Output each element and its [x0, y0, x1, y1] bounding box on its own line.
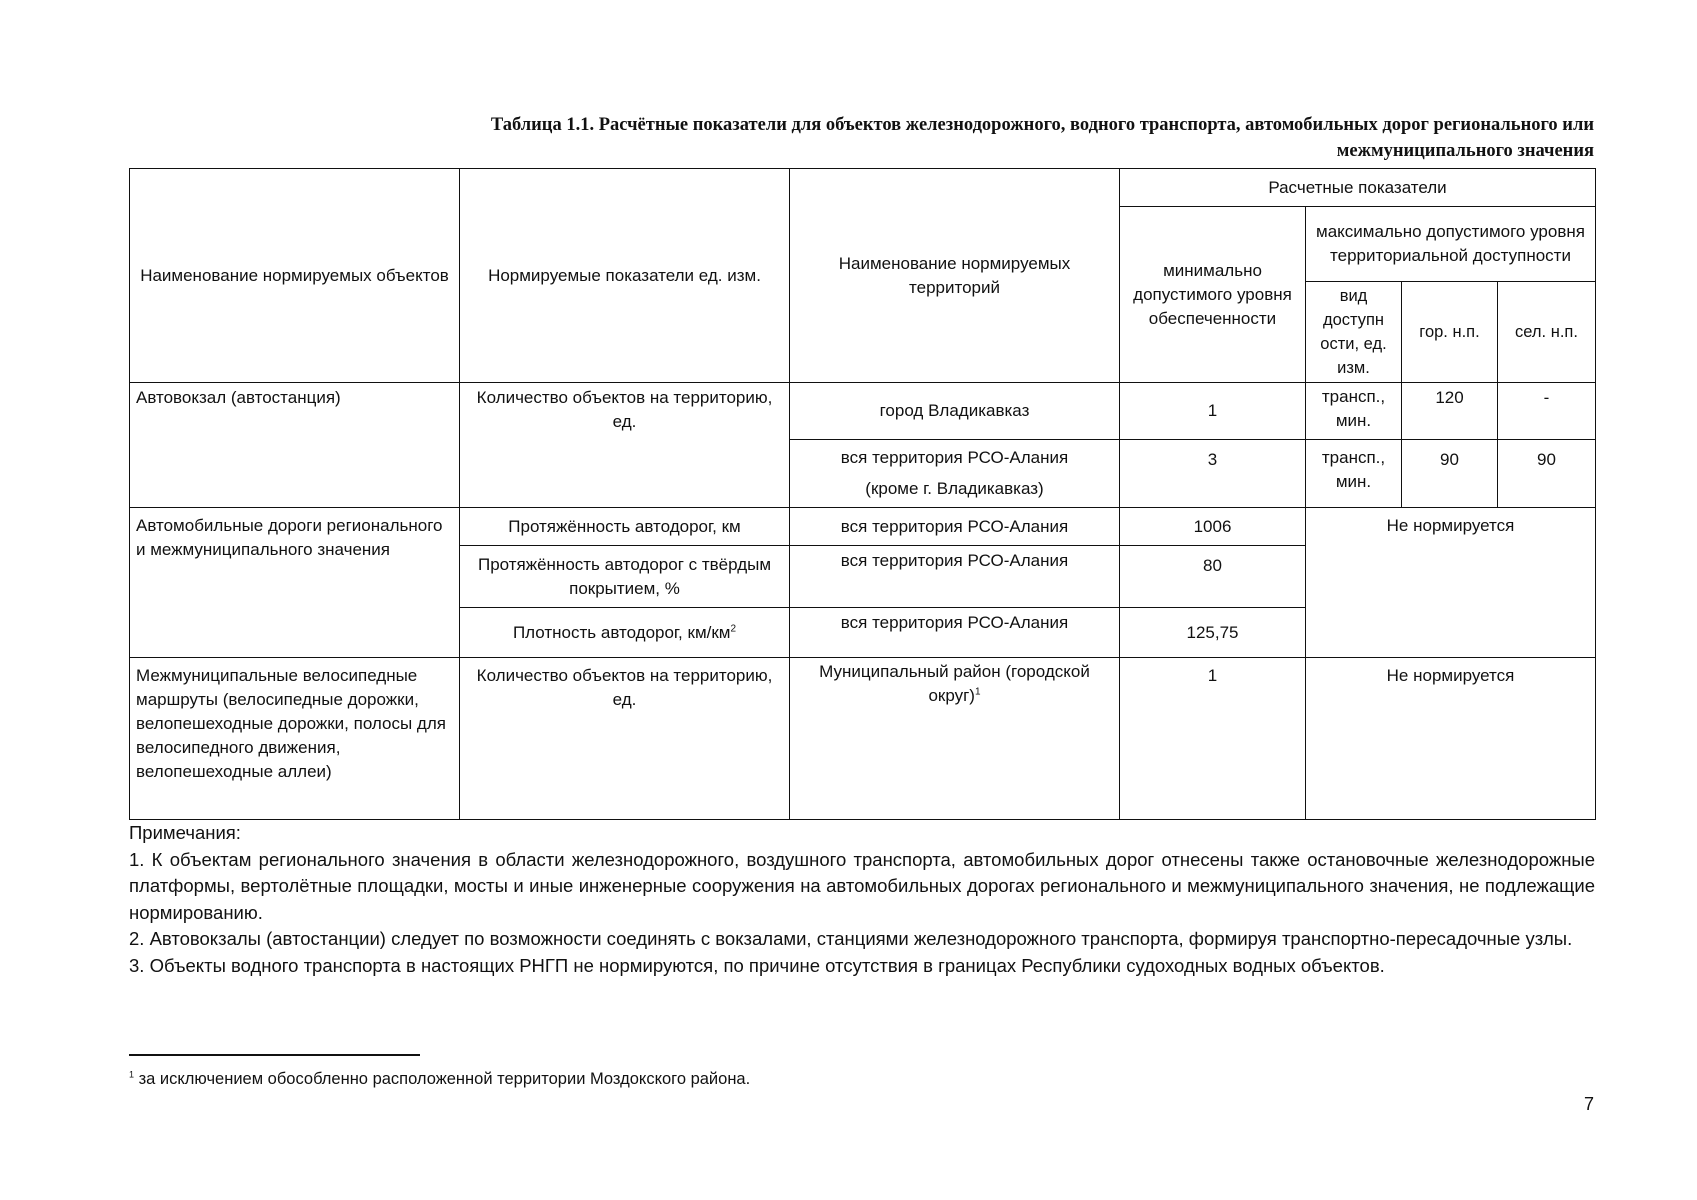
rural-value: 90	[1498, 440, 1596, 508]
header-calc: Расчетные показатели	[1120, 169, 1596, 207]
note-item: 1. К объектам регионального значения в области железнодорожного, воздушного транспорта, автомобильных дорог отнесены также остановочные железнодорожные платформы, вертолётные площадки, мосты и иные инженерные сооружения на автомобильных дорогах регионального и межмуниципального значения, не подлежащие нормированию.	[129, 848, 1595, 923]
superscript: 2	[730, 622, 737, 634]
table-row	[130, 658, 1596, 820]
territory-rso-alania: вся территория РСО-Алания	[790, 508, 1120, 546]
header-objects: Наименование нормируемых объектов	[130, 169, 460, 383]
notes-title: Примечания:	[129, 822, 241, 843]
min-value: 125,75	[1120, 608, 1306, 658]
footnote-ref: 1	[974, 686, 981, 698]
header-indicators: Нормируемые показатели ед. изм.	[460, 169, 790, 383]
min-value: 1	[1120, 658, 1306, 820]
header-min-level: минимально допустимого уровня обеспеченности	[1120, 207, 1306, 383]
note-item: 2. Автовокзалы (автостанции) следует по возможности соединять с вокзалами, станциями железнодорожного транспорта, формируя транспортно-пересадочные узлы.	[129, 928, 1573, 949]
access-type: трансп., мин.	[1306, 440, 1402, 508]
table-header-row	[130, 169, 1596, 207]
table-row	[130, 383, 1596, 440]
access-type: трансп., мин.	[1306, 383, 1402, 440]
table-caption-line-2: межмуниципального значения	[1336, 141, 1594, 161]
territory-rso-alania	[790, 440, 1120, 508]
indicator-bike-count: Количество объектов на территорию, ед.	[460, 658, 790, 820]
min-value: 1006	[1120, 508, 1306, 546]
footnote-separator	[129, 1054, 420, 1056]
header-access-type: вид доступн ости, ед. изм.	[1306, 282, 1402, 383]
min-value: 80	[1120, 546, 1306, 608]
territory-vladikavkaz: город Владикавказ	[790, 383, 1120, 440]
header-max-level: максимально допустимого уровня территориальной доступности	[1306, 207, 1596, 282]
table-caption-line-1: Таблица 1.1. Расчётные показатели для объектов железнодорожного, водного транспорта, автомобильных дорог регионального или	[490, 115, 1594, 135]
min-value: 1	[1120, 383, 1306, 440]
table-caption	[130, 112, 1594, 164]
footnote-text: за исключением обособленно расположенной территории Моздокского района.	[138, 1070, 751, 1088]
urban-value: 90	[1402, 440, 1498, 508]
indicator-road-length: Протяжённость автодорог, км	[460, 508, 790, 546]
territory-municipal-text: Муниципальный район (городской округ)	[819, 662, 1090, 705]
page-number: 7	[1583, 1094, 1594, 1114]
indicator-road-density-text: Плотность автодорог, км/км	[512, 622, 731, 642]
territory-rso-alania: вся территория РСО-Алания	[790, 546, 1120, 608]
header-urban: гор. н.п.	[1402, 282, 1498, 383]
footnote-mark: 1	[129, 1069, 135, 1080]
territory-municipal	[790, 658, 1120, 820]
table-row	[130, 508, 1596, 546]
min-value: 3	[1120, 440, 1306, 508]
header-territories: Наименование нормируемых территорий	[790, 169, 1120, 383]
territory-rso-alania: вся территория РСО-Алания	[790, 608, 1120, 658]
note-item: 3. Объекты водного транспорта в настоящих РНГП не нормируются, по причине отсутствия в границах Республики судоходных водных объектов.	[129, 954, 1385, 976]
territory-line-2: (кроме г. Владикавказ)	[865, 479, 1044, 498]
footnote	[129, 1068, 1329, 1090]
not-normed: Не нормируется	[1306, 658, 1596, 820]
indicator-road-density	[460, 608, 790, 658]
header-rural: сел. н.п.	[1498, 282, 1596, 383]
territory-line-1: вся территория РСО-Алания	[840, 448, 1069, 467]
indicators-table	[129, 168, 1596, 820]
object-bike-routes: Межмуниципальные велосипедные маршруты (велосипедные дорожки, велопешеходные дорожки, полосы для велосипедного движения, велопешеходные аллеи)	[130, 658, 460, 820]
indicator-road-paved: Протяжённость автодорог с твёрдым покрытием, %	[460, 546, 790, 608]
object-bus-station: Автовокзал (автостанция)	[130, 383, 460, 508]
not-normed: Не нормируется	[1306, 508, 1596, 658]
rural-value: -	[1498, 383, 1596, 440]
urban-value: 120	[1402, 383, 1498, 440]
object-roads: Автомобильные дороги регионального и межмуниципального значения	[130, 508, 460, 658]
indicator-bus-count: Количество объектов на территорию, ед.	[460, 383, 790, 508]
notes-section	[129, 820, 1595, 979]
